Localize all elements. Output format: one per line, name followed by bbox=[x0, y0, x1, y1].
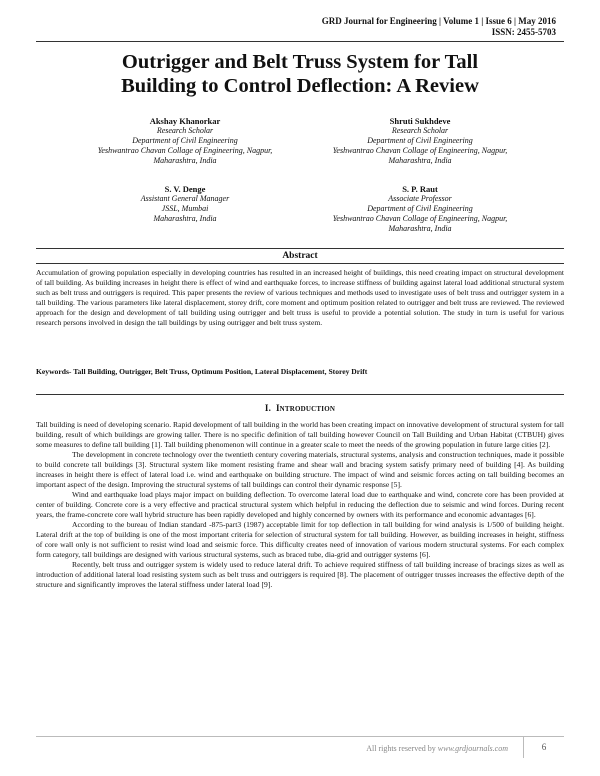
page-number: 6 bbox=[523, 736, 564, 758]
page-footer bbox=[36, 736, 564, 760]
author-org: Maharashtra, India bbox=[153, 214, 217, 223]
journal-header bbox=[322, 16, 556, 38]
abstract-text: Accumulation of growing population especially in developing countries has resulted in an increased height of buildings, this need creating impact on structural development of tall building. As building increases in height there is effect of wind and earthquake forces, to increase stiffness of building against lateral load additional structural system such as belt truss and outriggers is required. This paper presents the review of various techniques and methods used to investigate uses of belt truss and outrigger system in a tall building. The various parameters like lateral displacement, storey drift, core moment and optimum position related to outrigger and belt truss are reviewed. The reviewed approach for the design and development of tall building using outrigger and belt truss is useful to provide a potential solution. The study in turn is useful for various research persons involved in design the tall buildings by using outrigger and belt truss system. bbox=[36, 268, 564, 327]
paragraph: Recently, belt truss and outrigger system is widely used to reduce lateral drift. To achieve required stiffness of tall building increase of bracings sizes as well as introduction of additional lateral load resisting system such as belt truss and outriggers is required [8]. The placement of outrigger trusses increases the effective depth of the structure and significantly improves the lateral stiffness under lateral load [9]. bbox=[36, 560, 564, 589]
author-block bbox=[70, 116, 300, 166]
section-heading bbox=[36, 402, 564, 415]
paragraph: According to the bureau of Indian standard -875-part3 (1987) acceptable limit for top deflection in tall building for wind analysis is 1/500 of building height. Lateral drift at the top of building is one of the most important criteria for selection of structural system for tall building. However, as building increases in height, stiffness of core wall only is not sufficient to resist wind load and seismic force. This difficulty creates need of innovation of various modern structural systems. For each complex form category, tall buildings are designed with various structural systems, such as braced tube, dia-grid and outrigger systems [6]. bbox=[36, 520, 564, 559]
author-name: S. P. Raut bbox=[402, 184, 438, 194]
author-place: Maharashtra, India bbox=[388, 156, 452, 165]
paragraph: The development in concrete technology over the twentieth century covering materials, structural systems, analysis and construction techniques, made it possible to build concrete tall buildings [3]. Structural system like moment resisting frame and shear wall and bracing system satisfy primary need of building [4]. As building increases in height there is effect of lateral load i.e. wind and earthquake on building structure. The impact of wind and seismic forces acting on tall building becomes an important aspect of the design. Improving the structural systems of tall buildings can control their dynamic response [5]. bbox=[36, 450, 564, 489]
author-place: Maharashtra, India bbox=[388, 224, 452, 233]
author-block bbox=[305, 184, 535, 234]
issn: ISSN: 2455-5703 bbox=[491, 27, 556, 37]
author-role: Research Scholar bbox=[156, 126, 214, 135]
section-rest: NTRODUCTION bbox=[279, 405, 336, 413]
author-dept: Department of Civil Engineering bbox=[367, 136, 473, 145]
author-dept: Department of Civil Engineering bbox=[367, 204, 473, 213]
author-name: Akshay Khanorkar bbox=[149, 116, 221, 126]
author-place: Maharashtra, India bbox=[153, 156, 217, 165]
rights-text: All rights reserved by bbox=[366, 744, 436, 753]
author-dept: JSSL, Mumbai bbox=[161, 204, 209, 213]
abstract-heading: Abstract bbox=[36, 248, 564, 264]
body-text bbox=[36, 420, 564, 590]
paper-title bbox=[36, 50, 564, 98]
author-dept: Department of Civil Engineering bbox=[132, 136, 238, 145]
paragraph: Tall building is need of developing scenario. Rapid development of tall building in the world has been creating impact on innovative development of structural system for tall building, result of which buildings are growing taller. There is no specific definition of tall building however Council on Tall Building and Urban Habitat (CTBUH) gives some measures to define tall building [1]. Tall building phenomenon will continue in a greater scale to meet the needs of the growing population in future large cities [2]. bbox=[36, 420, 564, 449]
author-role: Assistant General Manager bbox=[140, 194, 230, 203]
header-divider bbox=[36, 41, 564, 42]
keywords: Keywords- Tall Building, Outrigger, Belt Truss, Optimum Position, Lateral Displacement, Storey Drift bbox=[36, 367, 368, 376]
paragraph: Wind and earthquake load plays major impact on building deflection. To overcome lateral load due to earthquake and wind, concrete core has been provided at center of building. Concrete core is a very effective and practical structural system which helpful in reducing the deflection due to seismic and wind forces. During recent years, the frame-concrete core wall hybrid structure has been rapidly developed and highly concerned by owners with its performance and economic advantages [6]. bbox=[36, 490, 564, 519]
section-initial: I bbox=[275, 403, 280, 413]
author-org: Yeshwantrao Chavan Collage of Engineering, Nagpur, bbox=[332, 214, 508, 223]
author-org: Yeshwantrao Chavan Collage of Engineering, Nagpur, bbox=[332, 146, 508, 155]
author-block bbox=[305, 116, 535, 166]
author-name: Shruti Sukhdeve bbox=[389, 116, 451, 126]
section-divider bbox=[36, 394, 564, 395]
author-name: S. V. Denge bbox=[164, 184, 206, 194]
author-org: Yeshwantrao Chavan Collage of Engineering, Nagpur, bbox=[97, 146, 273, 155]
section-number: I. bbox=[264, 403, 272, 413]
footer-rights bbox=[366, 744, 508, 753]
journal-site-link[interactable]: www.grdjournals.com bbox=[437, 744, 508, 753]
title-line-1: Outrigger and Belt Truss System for Tall bbox=[121, 51, 479, 73]
title-line-2: Building to Control Deflection: A Review bbox=[121, 75, 479, 97]
author-role: Research Scholar bbox=[391, 126, 449, 135]
footer-divider bbox=[36, 736, 564, 737]
author-role: Associate Professor bbox=[388, 194, 452, 203]
author-block bbox=[70, 184, 300, 224]
journal-info: GRD Journal for Engineering | Volume 1 | Issue 6 | May 2016 bbox=[321, 16, 556, 26]
